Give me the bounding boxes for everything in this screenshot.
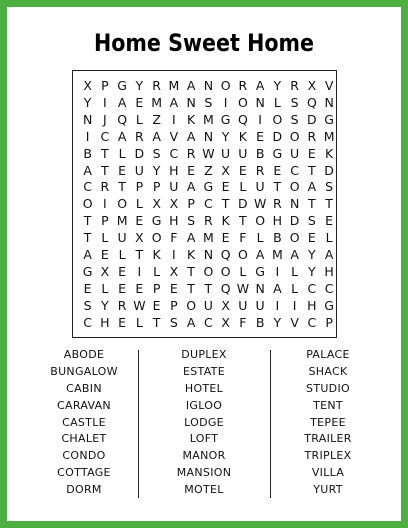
- grid-cell[interactable]: Q: [220, 247, 231, 262]
- grid-cell[interactable]: E: [100, 247, 109, 262]
- grid-cell[interactable]: R: [204, 213, 213, 229]
- grid-cell[interactable]: S: [169, 314, 178, 330]
- grid-cell[interactable]: E: [135, 280, 144, 296]
- grid-cell[interactable]: O: [117, 196, 128, 212]
- grid-cell[interactable]: B: [83, 145, 92, 161]
- grid-cell[interactable]: Y: [221, 128, 230, 144]
- word-list-item: CARAVAN: [57, 398, 111, 412]
- grid-cell[interactable]: W: [133, 297, 146, 313]
- grid-cell[interactable]: E: [169, 280, 178, 296]
- grid-cell[interactable]: A: [273, 280, 282, 296]
- grid-cell[interactable]: O: [255, 213, 266, 229]
- grid-cell[interactable]: S: [187, 213, 196, 229]
- grid-cell[interactable]: O: [289, 179, 300, 195]
- grid-cell[interactable]: S: [290, 94, 299, 110]
- word-list-item: MANOR: [182, 449, 226, 463]
- grid-cell[interactable]: U: [134, 162, 144, 178]
- word-list-item: TEPEE: [310, 415, 346, 429]
- grid-cell[interactable]: D: [272, 128, 283, 144]
- grid-cell[interactable]: H: [272, 213, 283, 229]
- grid-cell[interactable]: C: [204, 314, 213, 330]
- grid-cell[interactable]: E: [152, 297, 161, 313]
- grid-cell[interactable]: B: [255, 145, 265, 161]
- word-list-item: ESTATE: [183, 364, 225, 378]
- grid-cell[interactable]: F: [239, 230, 247, 246]
- grid-cell[interactable]: P: [135, 179, 144, 195]
- grid-cell[interactable]: P: [325, 314, 333, 330]
- grid-cell[interactable]: T: [118, 179, 126, 195]
- grid-cell[interactable]: M: [116, 213, 128, 229]
- grid-cell[interactable]: I: [258, 111, 262, 127]
- grid-cell[interactable]: Z: [204, 162, 213, 178]
- grid-cell[interactable]: A: [255, 78, 265, 93]
- grid-cell[interactable]: O: [186, 297, 197, 313]
- grid-cell[interactable]: Q: [220, 280, 231, 296]
- grid-cell[interactable]: U: [238, 145, 248, 161]
- grid-cell[interactable]: N: [82, 111, 93, 127]
- grid-cell[interactable]: L: [291, 280, 299, 296]
- grid-cell[interactable]: L: [118, 145, 126, 161]
- grid-cell[interactable]: V: [324, 78, 334, 93]
- grid-cell[interactable]: E: [273, 162, 282, 178]
- grid-cell[interactable]: I: [103, 196, 107, 212]
- grid-cell[interactable]: E: [135, 94, 144, 110]
- grid-cell[interactable]: T: [273, 179, 282, 195]
- grid-cell[interactable]: A: [290, 247, 299, 262]
- grid-cell[interactable]: A: [307, 179, 317, 195]
- grid-row: [79, 111, 338, 128]
- word-list-item: IGLOO: [185, 398, 223, 412]
- word-list-item: HOTEL: [184, 381, 224, 395]
- grid-cell[interactable]: E: [221, 179, 230, 195]
- word-list: [7, 347, 401, 507]
- grid-cell[interactable]: D: [134, 145, 145, 161]
- grid-cell[interactable]: E: [118, 280, 127, 296]
- grid-cell[interactable]: E: [307, 230, 316, 246]
- grid-cell[interactable]: F: [170, 230, 178, 246]
- grid-cell[interactable]: I: [172, 111, 176, 127]
- grid-cell[interactable]: Y: [273, 78, 282, 93]
- grid-cell[interactable]: D: [238, 196, 248, 212]
- grid-cell[interactable]: T: [239, 213, 247, 229]
- grid-cell[interactable]: R: [255, 162, 265, 178]
- grid-cell[interactable]: G: [324, 111, 334, 127]
- grid-cell[interactable]: A: [169, 94, 179, 110]
- grid-cell[interactable]: P: [187, 196, 195, 212]
- grid-cell[interactable]: G: [220, 111, 231, 127]
- grid-cell[interactable]: A: [255, 247, 265, 262]
- grid-cell[interactable]: X: [221, 297, 230, 313]
- grid-cell[interactable]: L: [325, 230, 333, 246]
- grid-row: [79, 280, 338, 297]
- word-list-item: ABODE: [63, 348, 105, 361]
- word-list-item: DUPLEX: [181, 348, 227, 361]
- word-list-column-2: [149, 347, 259, 499]
- grid-cell[interactable]: U: [255, 297, 265, 313]
- grid-cell[interactable]: R: [186, 145, 196, 161]
- grid-cell[interactable]: I: [85, 128, 90, 144]
- grid-cell[interactable]: A: [186, 230, 196, 246]
- grid-cell[interactable]: I: [172, 247, 176, 262]
- grid-cell[interactable]: L: [273, 94, 281, 110]
- grid-cell[interactable]: T: [221, 196, 230, 212]
- grid-cell[interactable]: T: [308, 196, 316, 212]
- word-list-item: CONDO: [62, 449, 106, 463]
- grid-cell[interactable]: L: [101, 230, 109, 246]
- grid-cell[interactable]: S: [204, 94, 213, 110]
- grid-cell[interactable]: S: [83, 297, 92, 313]
- grid-cell[interactable]: I: [137, 263, 142, 279]
- grid-cell[interactable]: A: [83, 162, 92, 178]
- grid-cell[interactable]: T: [204, 280, 213, 296]
- grid-cell[interactable]: U: [221, 145, 231, 161]
- grid-cell[interactable]: C: [307, 280, 317, 296]
- grid-row: [79, 314, 338, 331]
- grid-cell[interactable]: U: [203, 297, 213, 313]
- grid-row: [79, 212, 338, 229]
- grid-row: [79, 162, 338, 179]
- word-list-item: TRIPLEX: [304, 449, 352, 463]
- word-list-item: LODGE: [184, 415, 224, 429]
- grid-cell[interactable]: R: [152, 78, 161, 93]
- grid-cell[interactable]: K: [325, 145, 334, 161]
- grid-cell[interactable]: H: [169, 162, 179, 178]
- grid-cell[interactable]: C: [83, 314, 92, 330]
- grid-cell[interactable]: X: [221, 162, 230, 178]
- grid-cell[interactable]: Y: [135, 78, 144, 93]
- grid-cell[interactable]: K: [221, 213, 230, 229]
- grid-cell[interactable]: T: [187, 280, 195, 296]
- grid-cell[interactable]: E: [135, 213, 144, 229]
- grid-cell[interactable]: M: [151, 94, 163, 110]
- word-list-item: STUDIO: [306, 381, 350, 395]
- grid-cell[interactable]: H: [100, 314, 110, 330]
- grid-cell[interactable]: T: [187, 263, 195, 279]
- grid-cell[interactable]: N: [255, 94, 265, 110]
- grid-cell[interactable]: A: [117, 94, 127, 110]
- grid-cell[interactable]: O: [220, 263, 231, 279]
- grid-cell[interactable]: D: [324, 162, 334, 178]
- grid-cell[interactable]: A: [186, 128, 196, 144]
- grid-cell[interactable]: U: [117, 230, 127, 246]
- grid-cell[interactable]: E: [187, 162, 196, 178]
- grid-cell[interactable]: M: [168, 78, 180, 93]
- grid-cell[interactable]: R: [100, 179, 110, 195]
- grid-cell[interactable]: A: [186, 314, 196, 330]
- grid-row: [79, 297, 338, 314]
- grid-cell[interactable]: H: [169, 213, 179, 229]
- grid-cell[interactable]: Y: [308, 263, 316, 279]
- grid-cell[interactable]: X: [169, 263, 179, 279]
- word-list-item: SHACK: [308, 364, 348, 378]
- grid-cell[interactable]: Y: [101, 297, 109, 313]
- grid-cell[interactable]: N: [203, 78, 214, 93]
- grid-cell[interactable]: L: [291, 263, 299, 279]
- grid-cell[interactable]: Q: [237, 111, 248, 127]
- grid-cell[interactable]: W: [202, 145, 215, 161]
- grid-cell[interactable]: L: [101, 280, 109, 296]
- grid-cell[interactable]: B: [255, 314, 265, 330]
- grid-cell[interactable]: R: [135, 128, 144, 144]
- word-list-column-1: [29, 347, 139, 499]
- grid-cell[interactable]: I: [103, 94, 107, 110]
- grid-cell[interactable]: T: [83, 213, 92, 229]
- grid-cell[interactable]: K: [152, 247, 161, 262]
- grid-cell[interactable]: T: [101, 145, 109, 161]
- grid-cell[interactable]: O: [151, 230, 162, 246]
- grid-cell[interactable]: O: [237, 94, 248, 110]
- grid-cell[interactable]: C: [324, 280, 334, 296]
- grid-cell[interactable]: X: [152, 196, 161, 212]
- grid-cell[interactable]: I: [275, 263, 280, 279]
- grid-cell[interactable]: L: [239, 179, 247, 195]
- grid-cell[interactable]: B: [273, 230, 282, 246]
- grid-cell[interactable]: N: [289, 196, 300, 212]
- grid-cell[interactable]: O: [289, 230, 300, 246]
- grid-cell[interactable]: O: [82, 196, 93, 212]
- grid-cell[interactable]: H: [307, 297, 317, 313]
- grid-cell[interactable]: A: [152, 128, 161, 144]
- word-list-item: PALACE: [306, 348, 350, 361]
- grid-cell[interactable]: F: [239, 314, 247, 330]
- grid-cell[interactable]: A: [83, 247, 92, 262]
- grid-cell[interactable]: P: [152, 179, 161, 195]
- grid-row: [79, 263, 338, 280]
- grid-cell[interactable]: X: [100, 263, 110, 279]
- word-list-item: TENT: [313, 398, 343, 412]
- word-list-item: CHALET: [61, 432, 107, 446]
- grid-cell[interactable]: V: [290, 314, 299, 330]
- grid-cell[interactable]: G: [203, 179, 214, 195]
- grid-cell[interactable]: O: [237, 247, 248, 262]
- grid-cell[interactable]: X: [169, 196, 179, 212]
- grid-cell[interactable]: S: [307, 213, 316, 229]
- grid-cell[interactable]: C: [100, 128, 110, 144]
- word-list-item: LOFT: [189, 432, 219, 446]
- grid-cell[interactable]: K: [187, 111, 196, 127]
- grid-row: [79, 128, 338, 145]
- grid-cell[interactable]: G: [151, 213, 162, 229]
- grid-cell[interactable]: N: [203, 128, 214, 144]
- grid-cell[interactable]: H: [324, 263, 334, 279]
- grid-cell[interactable]: I: [223, 94, 228, 110]
- grid-cell[interactable]: E: [118, 263, 127, 279]
- grid-cell[interactable]: E: [118, 314, 127, 330]
- grid-cell[interactable]: M: [271, 247, 283, 262]
- grid-row: [79, 246, 338, 263]
- grid-cell[interactable]: A: [186, 179, 196, 195]
- grid-cell[interactable]: D: [289, 213, 300, 229]
- grid-cell[interactable]: A: [186, 78, 196, 93]
- grid-cell[interactable]: O: [289, 128, 300, 144]
- grid-cell[interactable]: M: [202, 230, 214, 246]
- grid-cell[interactable]: L: [239, 263, 247, 279]
- grid-cell[interactable]: Q: [117, 111, 128, 127]
- grid-cell[interactable]: G: [255, 263, 265, 279]
- grid-cell[interactable]: W: [253, 196, 267, 212]
- grid-cell[interactable]: E: [325, 213, 334, 229]
- grid-cell[interactable]: R: [238, 78, 248, 93]
- grid-cell[interactable]: E: [83, 280, 92, 296]
- grid-cell[interactable]: E: [238, 162, 247, 178]
- grid-cell[interactable]: T: [325, 196, 333, 212]
- grid-cell[interactable]: L: [256, 230, 264, 246]
- grid-row: [79, 145, 338, 162]
- grid-cell[interactable]: E: [118, 162, 127, 178]
- grid-cell[interactable]: D: [307, 111, 317, 127]
- grid-cell[interactable]: O: [203, 263, 214, 279]
- page-title: Home Sweet Home: [93, 29, 315, 57]
- grid-cell[interactable]: C: [83, 179, 92, 195]
- letter-grid: [72, 70, 337, 338]
- grid-cell[interactable]: P: [170, 297, 178, 313]
- grid-cell[interactable]: C: [204, 196, 213, 212]
- grid-cell[interactable]: A: [117, 128, 127, 144]
- grid-cell[interactable]: C: [290, 162, 299, 178]
- grid-cell[interactable]: J: [103, 111, 107, 127]
- grid-cell[interactable]: M: [323, 128, 335, 144]
- grid-cell[interactable]: S: [290, 111, 299, 127]
- grid-cell[interactable]: T: [83, 230, 92, 246]
- grid-cell[interactable]: S: [152, 145, 161, 161]
- grid-cell[interactable]: G: [324, 297, 334, 313]
- grid-cell[interactable]: X: [83, 78, 92, 93]
- grid-cell[interactable]: P: [152, 280, 161, 296]
- grid-cell[interactable]: N: [203, 247, 214, 262]
- grid-cell[interactable]: L: [135, 111, 143, 127]
- grid-cell[interactable]: N: [186, 94, 196, 110]
- grid-cell[interactable]: L: [153, 263, 161, 279]
- grid-cell[interactable]: U: [169, 179, 179, 195]
- grid-cell[interactable]: L: [118, 247, 126, 262]
- grid-cell[interactable]: U: [290, 145, 300, 161]
- word-list-item: VILLA: [311, 466, 345, 480]
- grid-cell[interactable]: X: [135, 230, 144, 246]
- grid-cell[interactable]: V: [169, 128, 179, 144]
- grid-cell[interactable]: T: [152, 314, 161, 330]
- word-list-item: BUNGALOW: [50, 364, 118, 378]
- word-list-item: CABIN: [66, 381, 102, 395]
- grid-cell[interactable]: N: [324, 94, 334, 110]
- grid-cell[interactable]: Y: [83, 94, 92, 110]
- grid-cell[interactable]: X: [307, 78, 317, 93]
- word-list-item: YURT: [313, 483, 343, 497]
- grid-cell[interactable]: G: [117, 78, 127, 93]
- word-list-item: DORM: [66, 483, 102, 497]
- grid-cell[interactable]: K: [187, 247, 196, 262]
- grid-cell[interactable]: T: [135, 247, 144, 262]
- grid-cell[interactable]: M: [202, 111, 214, 127]
- grid-cell[interactable]: P: [101, 78, 109, 93]
- grid-cell[interactable]: P: [101, 213, 109, 229]
- grid-cell[interactable]: Y: [308, 247, 316, 262]
- grid-cell[interactable]: C: [169, 145, 179, 161]
- grid-cell[interactable]: E: [221, 230, 230, 246]
- word-list-item: CASTLE: [62, 415, 106, 429]
- grid-cell[interactable]: U: [255, 179, 265, 195]
- grid-cell[interactable]: I: [292, 297, 297, 313]
- grid-row: [79, 77, 338, 94]
- grid-cell[interactable]: R: [307, 128, 317, 144]
- grid-cell[interactable]: L: [135, 196, 143, 212]
- grid-cell[interactable]: W: [236, 280, 250, 296]
- grid-cell[interactable]: N: [255, 280, 265, 296]
- word-list-item: MOTEL: [184, 483, 224, 497]
- word-list-item: TRAILER: [304, 432, 352, 446]
- grid-row: [79, 94, 338, 111]
- grid-cell[interactable]: G: [272, 145, 283, 161]
- grid-cell[interactable]: Q: [306, 94, 317, 110]
- grid-cell[interactable]: L: [135, 314, 143, 330]
- grid-cell[interactable]: K: [238, 128, 247, 144]
- grid-cell[interactable]: Y: [152, 162, 161, 178]
- grid-cell[interactable]: T: [308, 162, 316, 178]
- column-divider-2: [270, 350, 271, 498]
- column-divider-1: [138, 350, 139, 498]
- grid-cell[interactable]: O: [220, 78, 231, 93]
- grid-cell[interactable]: X: [221, 314, 230, 330]
- word-list-item: MANSION: [176, 466, 232, 480]
- grid-cell[interactable]: I: [275, 297, 280, 313]
- grid-cell[interactable]: S: [325, 179, 334, 195]
- grid-cell[interactable]: G: [82, 263, 93, 279]
- grid-cell[interactable]: R: [117, 297, 127, 313]
- word-list-item: COTTAGE: [57, 466, 111, 480]
- grid-row: [79, 195, 338, 212]
- grid-cell[interactable]: R: [273, 196, 282, 212]
- grid-cell[interactable]: R: [290, 78, 299, 93]
- grid-cell[interactable]: C: [307, 314, 317, 330]
- word-list-column-3: [273, 347, 383, 499]
- grid-cell[interactable]: O: [272, 111, 283, 127]
- grid-cell[interactable]: A: [324, 247, 334, 262]
- grid-cell[interactable]: U: [238, 297, 248, 313]
- grid-cell[interactable]: Y: [273, 314, 282, 330]
- grid-row: [79, 178, 338, 195]
- grid-cell[interactable]: T: [101, 162, 109, 178]
- grid-cell[interactable]: E: [256, 128, 265, 144]
- grid-cell[interactable]: E: [307, 145, 316, 161]
- grid-cell[interactable]: Z: [152, 111, 161, 127]
- grid-row: [79, 229, 338, 246]
